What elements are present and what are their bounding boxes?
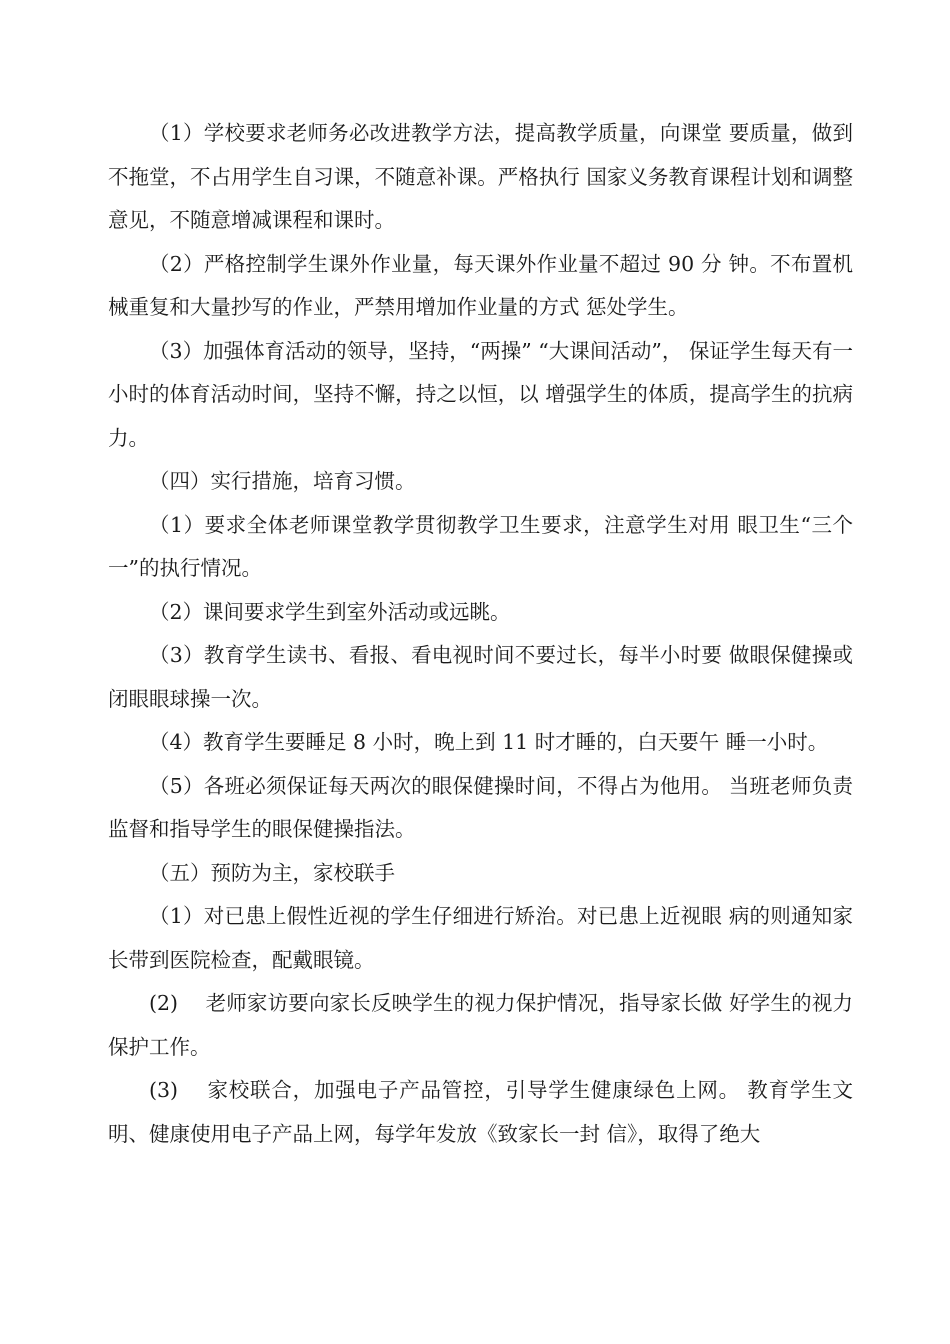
paragraph-1: （1）学校要求老师务必改进教学方法，提高教学质量，向课堂 要质量，做到不拖堂，不占用学生自习课，不随意补课。严格执行 国家义务教育课程计划和调整意见，不随意增减课程和课时。 [108, 121, 853, 232]
paragraph-12: (2) 老师家访要向家长反映学生的视力保护情况，指导家长做 好学生的视力保护工作。 [108, 991, 853, 1059]
paragraph-11: （1）对已患上假性近视的学生仔细进行矫治。对已患上近视眼 病的则通知家长带到医院检查，配戴眼镜。 [108, 904, 853, 972]
paragraph-5: （1）要求全体老师课堂教学贯彻教学卫生要求，注意学生对用 眼卫生“三个一”的执行情况。 [108, 512, 853, 580]
paragraph-6: （2）课间要求学生到室外活动或远眺。 [149, 599, 511, 624]
paragraph-3: （3）加强体育活动的领导，坚持，“两操” “大课间活动”， 保证学生每天有一小时的体育活动时间，坚持不懈，持之以恒，以 增强学生的体质，提高学生的抗病力。 [108, 338, 853, 450]
paragraph-13: (3) 家校联合，加强电子产品管控，引导学生健康绿色上网。 教育学生文明、健康使用电子产品上网，每学年发放《致家长一封 信》，取得了绝大 [108, 1078, 853, 1146]
paragraph-2: （2）严格控制学生课外作业量，每天课外作业量不超过 90 分 钟。不布置机械重复和大量抄写的作业，严禁用增加作业量的方式 惩处学生。 [108, 251, 853, 319]
paragraph-8: （4）教育学生要睡足 8 小时，晚上到 11 时才睡的，白天要午 睡一小时。 [149, 730, 829, 754]
paragraph-9: （5）各班必须保证每天两次的眼保健操时间，不得占为他用。 当班老师负责监督和指导学生的眼保健操指法。 [108, 773, 853, 841]
section-heading-4: （四）实行措施，培育习惯。 [149, 469, 416, 493]
section-heading-5: （五）预防为主，家校联手 [149, 860, 395, 885]
document-body [108, 112, 853, 1156]
paragraph-7: （3）教育学生读书、看报、看电视时间不要过长，每半小时要 做眼保健操或闭眼眼球操一次。 [108, 643, 853, 711]
